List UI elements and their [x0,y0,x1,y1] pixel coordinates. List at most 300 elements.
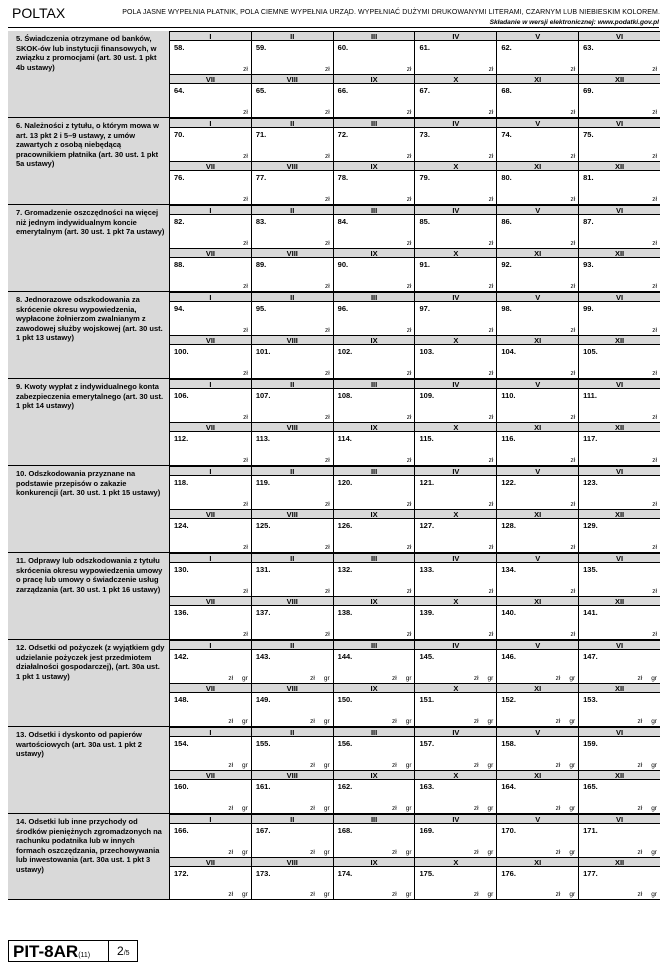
amount-field[interactable] [252,41,334,74]
field-number: 150. [337,695,353,704]
field-number: 96. [337,304,349,313]
field-number: 169. [419,826,435,835]
amount-field[interactable] [170,389,252,422]
month-label: VI [579,553,660,563]
field-number: 88. [174,260,185,269]
month-label: XII [579,335,660,345]
month-label: II [252,292,334,302]
unit-zl: zł [473,762,479,769]
amount-field[interactable] [334,519,416,552]
unit-zl: zł [570,544,576,551]
field-number: 145. [419,652,435,661]
currency-unit [465,675,493,682]
unit-zl: zł [243,457,248,464]
field-number: 90. [337,260,349,269]
amount-field[interactable] [579,432,660,465]
amount-field[interactable] [579,780,660,813]
amount-field[interactable] [252,128,334,161]
amount-field[interactable] [579,737,660,770]
amount-field[interactable] [170,128,252,161]
currency-unit [383,805,411,812]
amount-row [170,84,660,117]
field-number: 103. [419,347,435,356]
month-label: VI [579,466,660,476]
month-label: IX [334,74,416,84]
unit-gr: gr [651,675,657,682]
unit-zl: zł [324,283,330,290]
month-label: X [415,335,497,345]
currency-unit [547,805,575,812]
amount-field[interactable] [497,519,579,552]
field-number: 95. [255,304,267,313]
amount-field[interactable] [579,41,660,74]
unit-gr: gr [651,805,657,812]
month-grid [170,292,660,378]
amount-field[interactable] [497,84,579,117]
amount-field[interactable] [170,302,252,335]
unit-zl: zł [243,414,248,421]
footer-divider [108,941,109,961]
amount-field[interactable] [334,302,416,335]
amount-field[interactable] [415,215,497,248]
field-number: 171. [583,826,598,835]
amount-field[interactable] [497,171,579,204]
amount-field[interactable] [334,389,416,422]
form-version: (11) [78,952,91,959]
month-header-row [170,727,660,737]
field-number: 76. [174,173,185,182]
field-number: 119. [255,478,271,487]
unit-zl: zł [570,414,576,421]
amount-field[interactable] [252,606,334,639]
section-label: 14. Odsetki lub inne przychody od środków pieniężnych zgromadzonych na rachunku podatnika lub w innych formach oszczędzania, przechowywania lub inwestowania (art. 30a ust. 1 pkt 3 ustawy) [8,814,170,899]
amount-field[interactable] [415,737,497,770]
field-number: 109. [419,391,435,400]
amount-field[interactable] [497,476,579,509]
unit-zl: zł [228,848,234,856]
currency-unit [547,762,575,769]
amount-field[interactable] [334,693,416,726]
form-section [8,118,660,205]
amount-field[interactable] [579,302,660,335]
unit-zl: zł [473,675,479,682]
amount-field[interactable] [579,519,660,552]
month-label: VI [579,31,660,41]
month-label: VII [170,857,252,867]
amount-field[interactable] [497,302,579,335]
amount-field[interactable] [497,650,579,683]
month-label: III [334,31,416,41]
amount-row [170,693,660,726]
amount-field[interactable] [579,171,660,204]
field-number: 102. [337,347,353,356]
month-label: XII [579,683,660,693]
amount-field[interactable] [334,563,416,596]
month-grid [170,379,660,465]
month-label: IV [415,553,497,563]
amount-field[interactable] [170,780,252,813]
month-label: VIII [252,770,334,780]
unit-gr: gr [405,848,412,856]
amount-field[interactable] [252,345,334,378]
amount-field[interactable] [497,693,579,726]
unit-zl: zł [570,196,576,203]
amount-field[interactable] [497,128,579,161]
amount-field[interactable] [415,171,497,204]
field-number: 156. [337,739,353,748]
amount-field[interactable] [415,606,497,639]
amount-field[interactable] [579,606,660,639]
amount-field[interactable] [579,650,660,683]
amount-field[interactable] [252,302,334,335]
amount-field[interactable] [170,867,252,900]
unit-gr: gr [569,891,576,898]
unit-zl: zł [555,848,561,856]
month-label: III [334,292,416,302]
month-label: III [334,466,416,476]
amount-field[interactable] [252,519,334,552]
unit-gr: gr [405,805,412,812]
unit-zl: zł [488,588,494,595]
month-label: VIII [252,74,334,84]
amount-field[interactable] [170,824,252,857]
month-label: XII [579,74,660,84]
unit-zl: zł [406,588,412,595]
form-section [8,292,660,379]
amount-field[interactable] [334,867,416,900]
month-label: IX [334,161,416,171]
month-label: XII [579,770,660,780]
amount-field[interactable] [252,780,334,813]
unit-zl: zł [324,153,330,160]
amount-field[interactable] [497,737,579,770]
month-label: VII [170,683,252,693]
field-number: 133. [419,565,435,574]
month-label: XII [579,857,660,867]
month-label: V [497,466,579,476]
month-label: I [170,727,252,737]
field-number: 149. [255,695,271,704]
unit-zl: zł [652,501,657,508]
amount-field[interactable] [334,84,416,117]
amount-field[interactable] [334,128,416,161]
amount-field[interactable] [579,258,660,291]
amount-field[interactable] [170,650,252,683]
currency-unit [383,718,411,725]
amount-field[interactable] [170,215,252,248]
currency-unit [219,718,247,725]
month-label: VIII [252,335,334,345]
unit-gr: gr [569,718,576,725]
amount-field[interactable] [170,737,252,770]
field-number: 164. [501,782,516,791]
field-number: 136. [174,608,189,617]
unit-gr: gr [651,762,657,769]
unit-zl: zł [324,240,330,247]
amount-field[interactable] [334,606,416,639]
field-number: 114. [337,434,352,443]
unit-zl: zł [488,414,494,421]
unit-zl: zł [473,891,479,898]
amount-field[interactable] [579,693,660,726]
currency-unit [301,891,329,898]
month-label: IX [334,335,416,345]
unit-zl: zł [310,718,315,725]
month-label: IV [415,118,497,128]
amount-field[interactable] [415,432,497,465]
unit-gr: gr [651,891,657,898]
amount-field[interactable] [497,867,579,900]
amount-field[interactable] [252,432,334,465]
amount-field[interactable] [415,650,497,683]
month-header-row [170,379,660,389]
amount-field[interactable] [415,476,497,509]
amount-field[interactable] [170,693,252,726]
amount-field[interactable] [334,171,416,204]
amount-field[interactable] [252,171,334,204]
month-label: II [252,553,334,563]
unit-gr: gr [487,891,494,898]
amount-field[interactable] [497,432,579,465]
amount-field[interactable] [497,345,579,378]
field-number: 68. [501,86,512,95]
unit-zl: zł [324,414,330,421]
amount-field[interactable] [252,389,334,422]
amount-field[interactable] [170,476,252,509]
amount-field[interactable] [170,432,252,465]
amount-field[interactable] [334,476,416,509]
field-number: 94. [174,304,185,313]
amount-field[interactable] [579,389,660,422]
field-number: 99. [583,304,594,313]
amount-field[interactable] [252,476,334,509]
unit-zl: zł [243,196,248,203]
amount-field[interactable] [170,345,252,378]
unit-zl: zł [488,240,494,247]
currency-unit [301,718,329,725]
month-label: VI [579,379,660,389]
currency-unit [547,675,575,682]
amount-field[interactable] [579,824,660,857]
month-label: IV [415,640,497,650]
amount-field[interactable] [497,215,579,248]
field-number: 139. [419,608,435,617]
amount-field[interactable] [170,606,252,639]
amount-field[interactable] [497,824,579,857]
month-label: VIII [252,422,334,432]
amount-field[interactable] [415,84,497,117]
amount-field[interactable] [579,563,660,596]
amount-field[interactable] [252,84,334,117]
amount-row [170,867,660,900]
amount-field[interactable] [170,84,252,117]
currency-unit [301,805,329,812]
currency-unit [547,849,575,856]
amount-field[interactable] [334,345,416,378]
month-label: I [170,31,252,41]
field-number: 74. [501,130,512,139]
month-label: XI [497,509,579,519]
amount-field[interactable] [579,345,660,378]
amount-field[interactable] [170,171,252,204]
unit-gr: gr [405,762,412,769]
month-label: X [415,509,497,519]
month-label: III [334,205,416,215]
amount-row [170,650,660,683]
unit-zl: zł [228,675,234,682]
amount-field[interactable] [415,519,497,552]
amount-field[interactable] [252,563,334,596]
amount-field[interactable] [170,41,252,74]
amount-field[interactable] [579,128,660,161]
section-label: 5. Świadczenia otrzymane od banków, SKOK-ów lub instytucji finansowych, w związku z promocjami (art. 30 ust. 1 pkt 4b ustawy) [8,31,170,117]
field-number: 86. [501,217,512,226]
amount-field[interactable] [334,41,416,74]
amount-field[interactable] [415,693,497,726]
unit-zl: zł [488,457,494,464]
amount-field[interactable] [334,780,416,813]
amount-row [170,128,660,161]
month-label: V [497,118,579,128]
field-number: 160. [174,782,189,791]
amount-field[interactable] [415,128,497,161]
unit-gr: gr [405,891,412,898]
amount-field[interactable] [579,215,660,248]
month-header-row [170,466,660,476]
unit-zl: zł [406,370,412,377]
amount-field[interactable] [415,389,497,422]
unit-zl: zł [228,718,234,725]
unit-zl: zł [243,109,248,116]
unit-zl: zł [652,327,657,334]
amount-field[interactable] [252,650,334,683]
amount-field[interactable] [497,41,579,74]
month-label: XII [579,161,660,171]
amount-field[interactable] [252,737,334,770]
unit-gr: gr [242,805,248,812]
month-label: IV [415,466,497,476]
field-number: 115. [419,434,434,443]
unit-gr: gr [569,805,576,812]
month-header-row [170,31,660,41]
unit-zl: zł [392,718,397,725]
form-section [8,814,660,900]
month-header-row [170,74,660,84]
unit-gr: gr [569,675,576,682]
field-number: 62. [501,43,512,52]
unit-zl: zł [570,109,576,116]
amount-field[interactable] [579,867,660,900]
unit-gr: gr [487,675,494,682]
amount-field[interactable] [497,389,579,422]
amount-row [170,302,660,335]
field-number: 118. [174,478,189,487]
unit-gr: gr [569,762,576,769]
amount-row [170,171,660,204]
month-grid [170,31,660,117]
field-number: 170. [501,826,516,835]
unit-gr: gr [242,675,248,682]
currency-unit [301,762,329,769]
amount-field[interactable] [415,258,497,291]
amount-field[interactable] [334,737,416,770]
amount-field[interactable] [252,215,334,248]
month-label: III [334,553,416,563]
field-number: 111. [583,391,597,400]
amount-field[interactable] [252,867,334,900]
amount-field[interactable] [415,563,497,596]
month-label: VI [579,640,660,650]
amount-field[interactable] [415,41,497,74]
amount-field[interactable] [415,302,497,335]
month-label: III [334,379,416,389]
unit-zl: zł [652,66,657,73]
month-label: XII [579,596,660,606]
amount-field[interactable] [334,432,416,465]
unit-gr: gr [487,805,494,812]
fill-instruction: POLA JASNE WYPEŁNIA PŁATNIK, POLA CIEMNE WYPEŁNIA URZĄD. WYPEŁNIAĆ DUŻYMI DRUKOWANYMI LITERAMI, CZARNYM LUB NIEBIESKIM KOLOREM. [122,9,660,16]
form-footer [8,940,138,962]
amount-field[interactable] [497,563,579,596]
amount-field[interactable] [415,867,497,900]
amount-field[interactable] [497,606,579,639]
amount-field[interactable] [334,215,416,248]
amount-field[interactable] [579,476,660,509]
unit-gr: gr [242,848,248,856]
amount-field[interactable] [170,519,252,552]
amount-field[interactable] [415,345,497,378]
field-number: 131. [255,565,271,574]
field-number: 168. [337,826,353,835]
field-number: 174. [337,868,353,878]
field-number: 153. [583,695,598,704]
amount-field[interactable] [334,258,416,291]
amount-field[interactable] [170,258,252,291]
field-number: 116. [501,434,516,443]
amount-field[interactable] [252,693,334,726]
unit-zl: zł [406,240,412,247]
month-label: IV [415,205,497,215]
field-number: 147. [583,652,598,661]
amount-field[interactable] [334,650,416,683]
currency-unit [465,849,493,856]
month-label: III [334,640,416,650]
amount-field[interactable] [579,84,660,117]
amount-row [170,606,660,639]
unit-zl: zł [406,196,412,203]
field-number: 110. [501,391,516,400]
field-number: 92. [501,260,512,269]
field-number: 144. [337,652,353,661]
unit-zl: zł [243,66,248,73]
unit-zl: zł [243,370,248,377]
amount-field[interactable] [497,258,579,291]
amount-field[interactable] [415,780,497,813]
amount-field[interactable] [415,824,497,857]
header-divider [8,27,659,28]
amount-field[interactable] [497,780,579,813]
amount-field[interactable] [252,824,334,857]
month-label: XI [497,596,579,606]
unit-gr: gr [242,762,248,769]
unit-zl: zł [243,501,248,508]
amount-field[interactable] [334,824,416,857]
field-number: 73. [419,130,430,139]
amount-field[interactable] [252,258,334,291]
month-label: I [170,118,252,128]
field-number: 84. [337,217,349,226]
amount-field[interactable] [170,563,252,596]
